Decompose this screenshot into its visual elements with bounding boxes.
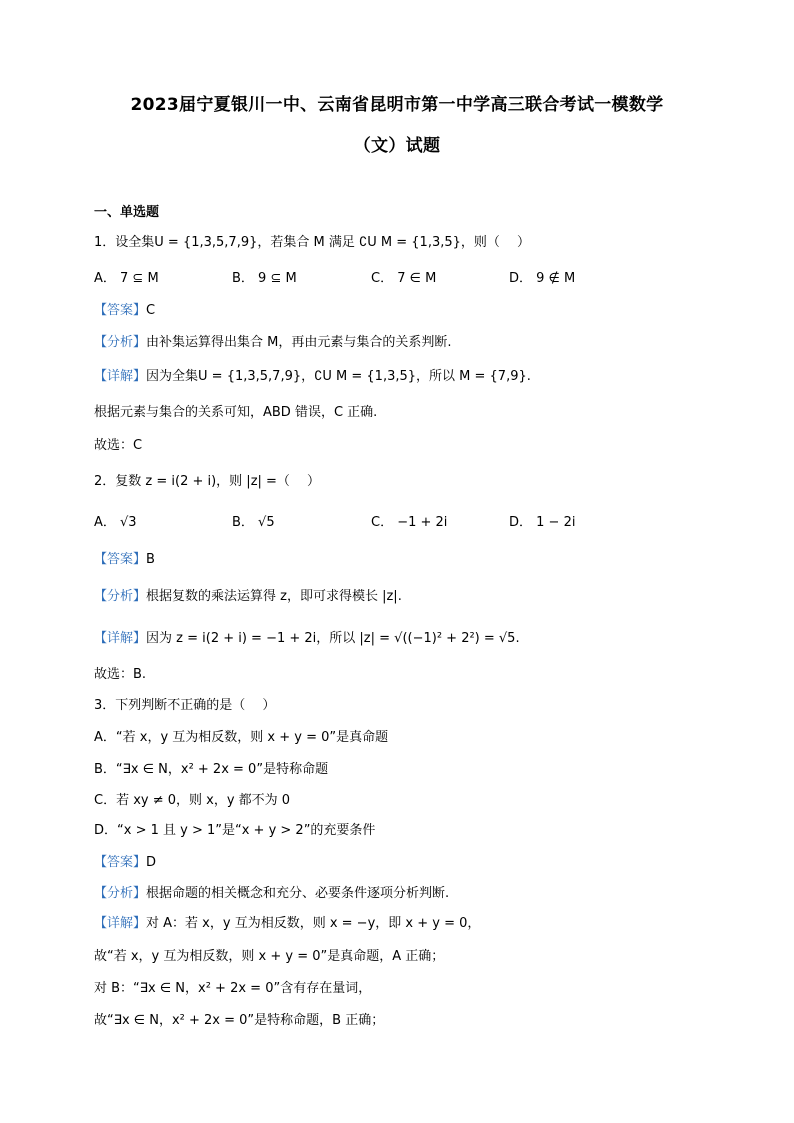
q3-option-a: A．“若 x，y 互为相反数，则 x + y = 0”是真命题: [94, 730, 389, 745]
q1-analysis: [94, 334, 452, 352]
q3-option-c: C．若 xy ≠ 0，则 x，y 都不为 0: [94, 793, 291, 808]
q3-detail: [94, 915, 480, 933]
document-title-line-2: （文）试题: [353, 136, 441, 156]
q3-stem: 3．下列判断不正确的是（ ）: [94, 698, 276, 713]
analysis-tag: 【分析】: [94, 886, 147, 901]
detail-text: 对 A：若 x，y 互为相反数，则 x = −y，即 x + y = 0，: [146, 916, 481, 931]
q2-option-a: A． √3: [94, 515, 137, 530]
q2-option-d: D． 1 − 2i: [509, 515, 576, 530]
q2-analysis: [94, 588, 402, 606]
q1-option-c: C． 7 ∈ M: [371, 271, 437, 286]
q3-detail-3: 对 B：“∃x ∈ N，x² + 2x = 0”含有存在量词，: [94, 981, 372, 996]
q1-detail-2: 根据元素与集合的关系可知，ABD 错误，C 正确.: [94, 405, 378, 420]
answer-value: C: [146, 303, 156, 318]
analysis-tag: 【分析】: [94, 589, 147, 604]
answer-tag: 【答案】: [94, 303, 147, 318]
detail-tag: 【详解】: [94, 369, 147, 384]
analysis-tag: 【分析】: [94, 335, 147, 350]
q3-answer: [94, 854, 156, 872]
detail-tag: 【详解】: [94, 631, 147, 646]
q3-detail-4: 故“∃x ∈ N，x² + 2x = 0”是特称命题，B 正确；: [94, 1013, 385, 1028]
document-title-line-1: 2023届宁夏银川一中、云南省昆明市第一中学高三联合考试一模数学: [130, 95, 664, 115]
q1-detail: [94, 368, 531, 386]
q2-option-c: C． −1 + 2i: [371, 515, 448, 530]
analysis-text: 根据命题的相关概念和充分、必要条件逐项分析判断.: [146, 886, 450, 901]
q2-answer: [94, 551, 155, 569]
section-heading: 一、单选题: [94, 205, 160, 220]
detail-tag: 【详解】: [94, 916, 147, 931]
answer-value: D: [146, 855, 157, 870]
q1-option-b: B． 9 ⊆ M: [232, 271, 297, 286]
answer-tag: 【答案】: [94, 552, 147, 567]
answer-value: B: [146, 552, 155, 567]
q3-detail-2: 故“若 x，y 互为相反数，则 x + y = 0”是真命题，A 正确；: [94, 949, 445, 964]
answer-tag: 【答案】: [94, 855, 147, 870]
q1-option-d: D． 9 ∉ M: [509, 271, 576, 286]
q3-analysis: [94, 885, 449, 903]
q2-stem: 2．复数 z = i(2 + i)，则 |z| =（ ）: [94, 474, 321, 489]
q2-choose: 故选：B.: [94, 667, 147, 682]
q3-option-b: B．“∃x ∈ N，x² + 2x = 0”是特称命题: [94, 762, 329, 777]
q3-option-d: D．“x > 1 且 y > 1”是“x + y > 2”的充要条件: [94, 823, 376, 838]
q1-stem: 1．设全集U = {1,3,5,7,9}，若集合 M 满足 ∁U M = {1,3,5}，则（ ）: [94, 235, 531, 250]
q1-option-a: A． 7 ⊆ M: [94, 271, 159, 286]
analysis-text: 根据复数的乘法运算得 z，即可求得模长 |z|.: [146, 589, 402, 604]
detail-text: 因为 z = i(2 + i) = −1 + 2i，所以 |z| = √((−1)² + 2²) = √5.: [146, 631, 520, 646]
q2-detail: [94, 630, 520, 648]
q2-option-b: B． √5: [232, 515, 275, 530]
q1-answer: [94, 302, 155, 320]
q1-choose: 故选：C: [94, 438, 143, 453]
detail-text: 因为全集U = {1,3,5,7,9}，∁U M = {1,3,5}，所以 M = {7,9}.: [146, 369, 531, 384]
analysis-text: 由补集运算得出集合 M，再由元素与集合的关系判断.: [146, 335, 452, 350]
